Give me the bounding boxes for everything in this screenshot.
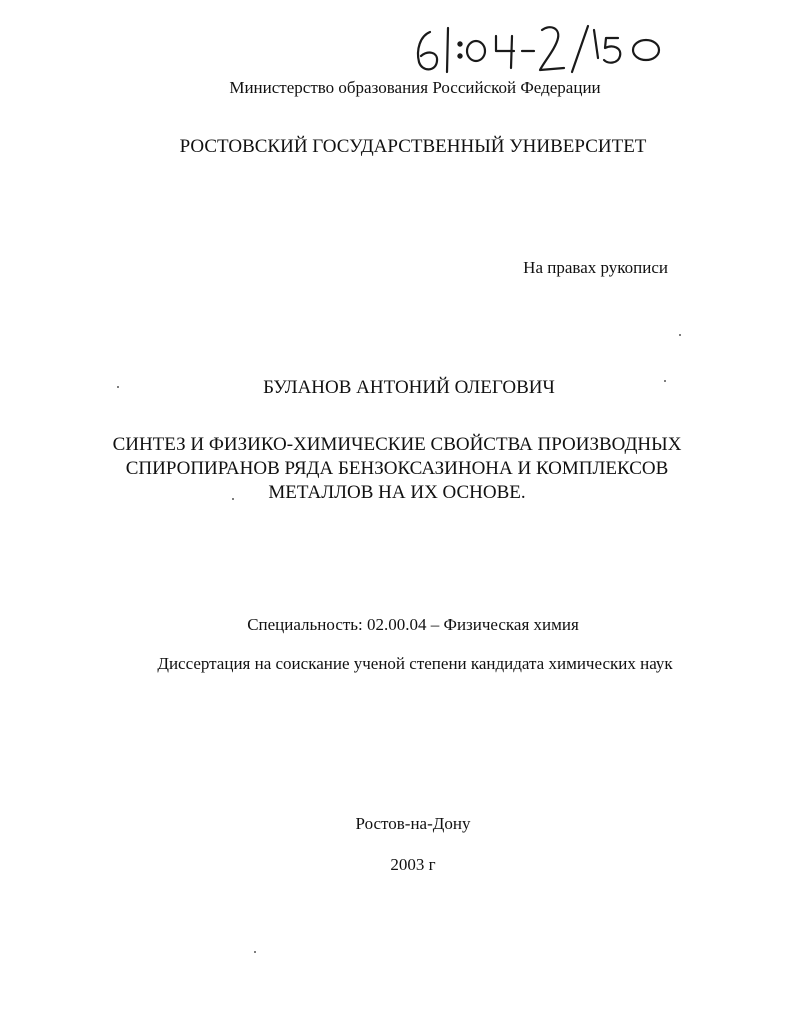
author-name: БУЛАНОВ АНТОНИЙ ОЛЕГОВИЧ — [263, 377, 555, 398]
scan-speck — [679, 334, 681, 336]
title-line: СИНТЕЗ И ФИЗИКО-ХИМИЧЕСКИЕ СВОЙСТВА ПРОИЗВОДНЫХ — [112, 434, 682, 455]
scan-speck — [254, 951, 256, 953]
scan-speck — [117, 386, 119, 388]
rights-notice: На правах рукописи — [523, 258, 668, 277]
scan-speck — [664, 380, 666, 382]
scan-speck — [232, 498, 234, 500]
ministry-name: Министерство образования Российской Федерации — [229, 78, 601, 97]
year: 2003 г — [390, 855, 436, 874]
university-name: РОСТОВСКИЙ ГОСУДАРСТВЕННЫЙ УНИВЕРСИТЕТ — [179, 136, 647, 157]
title-line: СПИРОПИРАНОВ РЯДА БЕНЗОКСАЗИНОНА И КОМПЛЕКСОВ — [125, 458, 669, 479]
city: Ростов-на-Дону — [355, 814, 471, 833]
handwritten-code-drawing — [410, 18, 670, 76]
specialty: Специальность: 02.00.04 – Физическая химия — [247, 615, 579, 634]
dissertation-title — [0, 433, 794, 505]
degree-statement: Диссертация на соискание ученой степени кандидата химических наук — [157, 654, 673, 673]
handwritten-archive-code — [410, 18, 670, 76]
title-line: МЕТАЛЛОВ НА ИХ ОСНОВЕ. — [268, 482, 526, 503]
